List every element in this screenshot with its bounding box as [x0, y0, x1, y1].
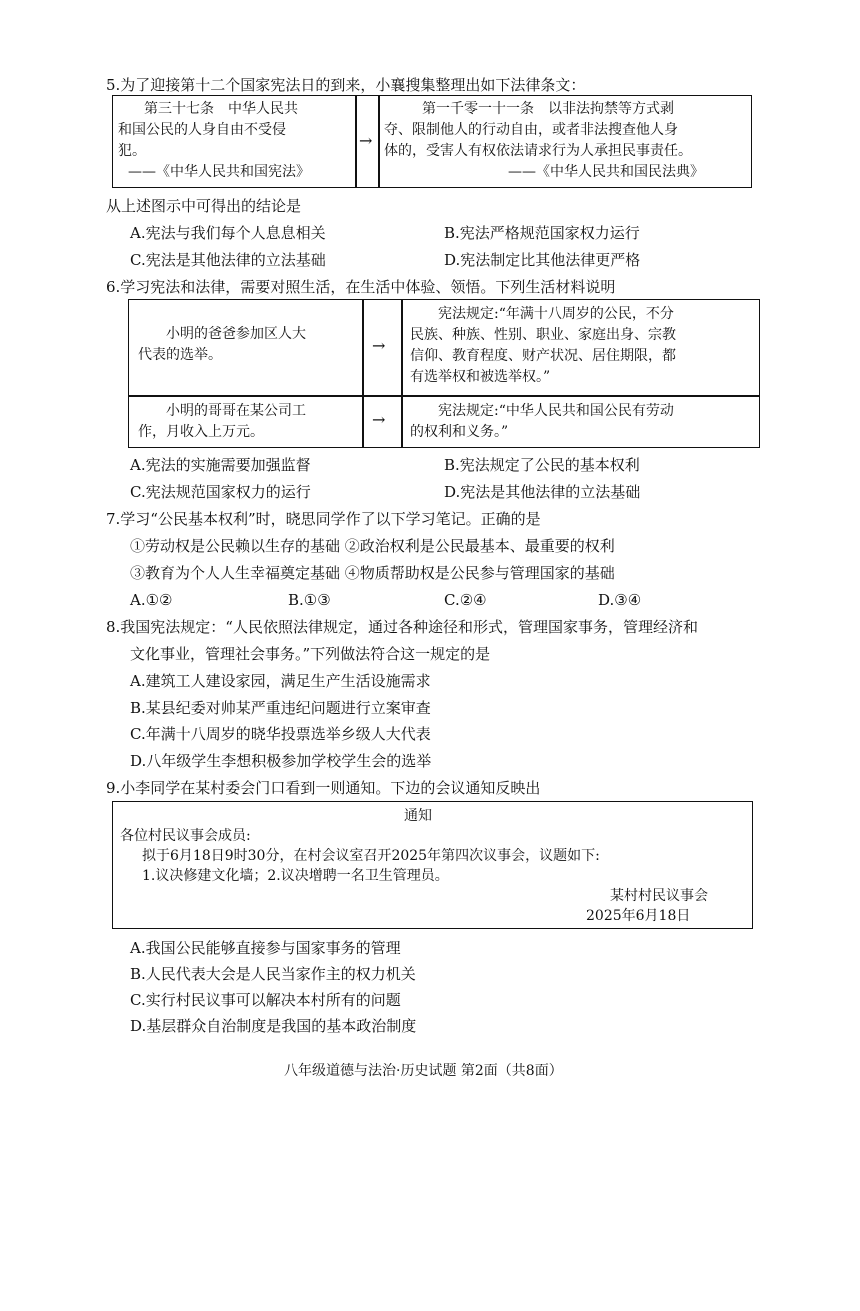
q7-option-a[interactable]: A.①② — [130, 591, 173, 609]
q9-notice-items: 1.议决修建文化墙；2.议决增聘一名卫生管理员。 — [142, 868, 449, 884]
q9-stem: 9.小李同学在某村委会门口看到一则通知。下边的会议通知反映出 — [106, 779, 541, 797]
q6-row1-situation: 小明的爸爸参加区人大 代表的选举。 — [138, 326, 306, 363]
q6-row2-law: 宪法规定:“中华人民共和国公民有劳动 的权利和义务。” — [410, 403, 674, 440]
q5-option-c[interactable]: C.宪法是其他法律的立法基础 — [130, 251, 326, 269]
q8-stem-line-1: 8.我国宪法规定：“人民依照法律规定，通过各种途径和形式，管理国家事务，管理经济和 — [106, 618, 698, 636]
q7-note-2: ③教育为个人人生幸福奠定基础 ④物质帮助权是公民参与管理国家的基础 — [130, 564, 615, 582]
q8-option-a[interactable]: A.建筑工人建设家园，满足生产生活设施需求 — [130, 672, 431, 690]
q7-option-c[interactable]: C.②④ — [444, 591, 487, 609]
q8-option-d[interactable]: D.八年级学生李想积极参加学校学生会的选举 — [130, 752, 432, 770]
q6-col-divider-2 — [401, 299, 403, 448]
q9-option-d[interactable]: D.基层群众自治制度是我国的基本政治制度 — [130, 1017, 417, 1035]
q6-row2-situation: 小明的哥哥在某公司工 作，月收入上万元。 — [138, 403, 306, 440]
q5-option-b[interactable]: B.宪法严格规范国家权力运行 — [444, 224, 640, 242]
page-footer: 八年级道德与法治·历史试题 第2面（共8面） — [284, 1063, 563, 1079]
q9-option-c[interactable]: C.实行村民议事可以解决本村所有的问题 — [130, 991, 401, 1009]
q6-row1-arrow: → — [372, 336, 386, 355]
q9-option-b[interactable]: B.人民代表大会是人民当家作主的权力机关 — [130, 965, 416, 983]
q5-divider-left — [355, 95, 357, 188]
q7-option-b[interactable]: B.①③ — [288, 591, 331, 609]
q9-notice-body: 拟于6月18日9时30分，在村会议室召开2025年第四次议事会，议题如下: — [142, 848, 600, 864]
q7-stem: 7.学习“公民基本权利”时，晓思同学作了以下学习笔记。正确的是 — [106, 510, 541, 528]
q9-notice-salutation: 各位村民议事会成员: — [120, 828, 251, 844]
q5-arrow: → — [359, 131, 373, 150]
q6-row1-law: 宪法规定:“年满十八周岁的公民，不分 民族、种族、性别、职业、家庭出身、宗教 信仰、教育程度、财产状况、居住期限，都 有选举权和被选举权。” — [410, 306, 676, 385]
q6-col-divider-1 — [362, 299, 364, 448]
q7-option-d[interactable]: D.③④ — [598, 591, 642, 609]
q9-notice-date: 2025年6月18日 — [586, 908, 691, 924]
q6-row-divider — [128, 395, 760, 397]
q9-option-a[interactable]: A.我国公民能够直接参与国家事务的管理 — [130, 939, 401, 957]
q6-option-b[interactable]: B.宪法规定了公民的基本权利 — [444, 456, 640, 474]
q5-prompt: 从上述图示中可得出的结论是 — [106, 197, 302, 215]
q7-note-1: ①劳动权是公民赖以生存的基础 ②政治权利是公民最基本、最重要的权利 — [130, 537, 615, 555]
q5-option-d[interactable]: D.宪法制定比其他法律更严格 — [444, 251, 641, 269]
q6-option-a[interactable]: A.宪法的实施需要加强监督 — [130, 456, 311, 474]
q9-notice-signature: 某村村民议事会 — [610, 888, 708, 904]
q9-notice-title: 通知 — [404, 808, 432, 824]
q6-option-c[interactable]: C.宪法规范国家权力的运行 — [130, 483, 311, 501]
q8-stem-line-2: 文化事业，管理社会事务。”下列做法符合这一规定的是 — [130, 645, 491, 663]
q6-option-d[interactable]: D.宪法是其他法律的立法基础 — [444, 483, 641, 501]
q5-option-a[interactable]: A.宪法与我们每个人息息相关 — [130, 224, 326, 242]
q5-civil-code-article: 第一千零一十一条 以非法拘禁等方式剥 夺、限制他人的行动自由，或者非法搜查他人身 体的，受害人有权依法请求行为人承担民事责任。 ——《中华人民共和国民法典》 — [384, 101, 704, 180]
q8-option-c[interactable]: C.年满十八周岁的晓华投票选举乡级人大代表 — [130, 725, 431, 743]
q8-option-b[interactable]: B.某县纪委对帅某严重违纪问题进行立案审查 — [130, 699, 431, 717]
q5-stem: 5.为了迎接第十二个国家宪法日的到来，小襄搜集整理出如下法律条文： — [106, 76, 586, 94]
q5-constitution-article: 第三十七条 中华人民共 和国公民的人身自由不受侵 犯。 ——《中华人民共和国宪法》 — [118, 101, 310, 180]
q5-divider-right — [378, 95, 380, 188]
q6-row2-arrow: → — [372, 410, 386, 429]
q6-stem: 6.学习宪法和法律，需要对照生活，在生活中体验、领悟。下列生活材料说明 — [106, 278, 616, 296]
